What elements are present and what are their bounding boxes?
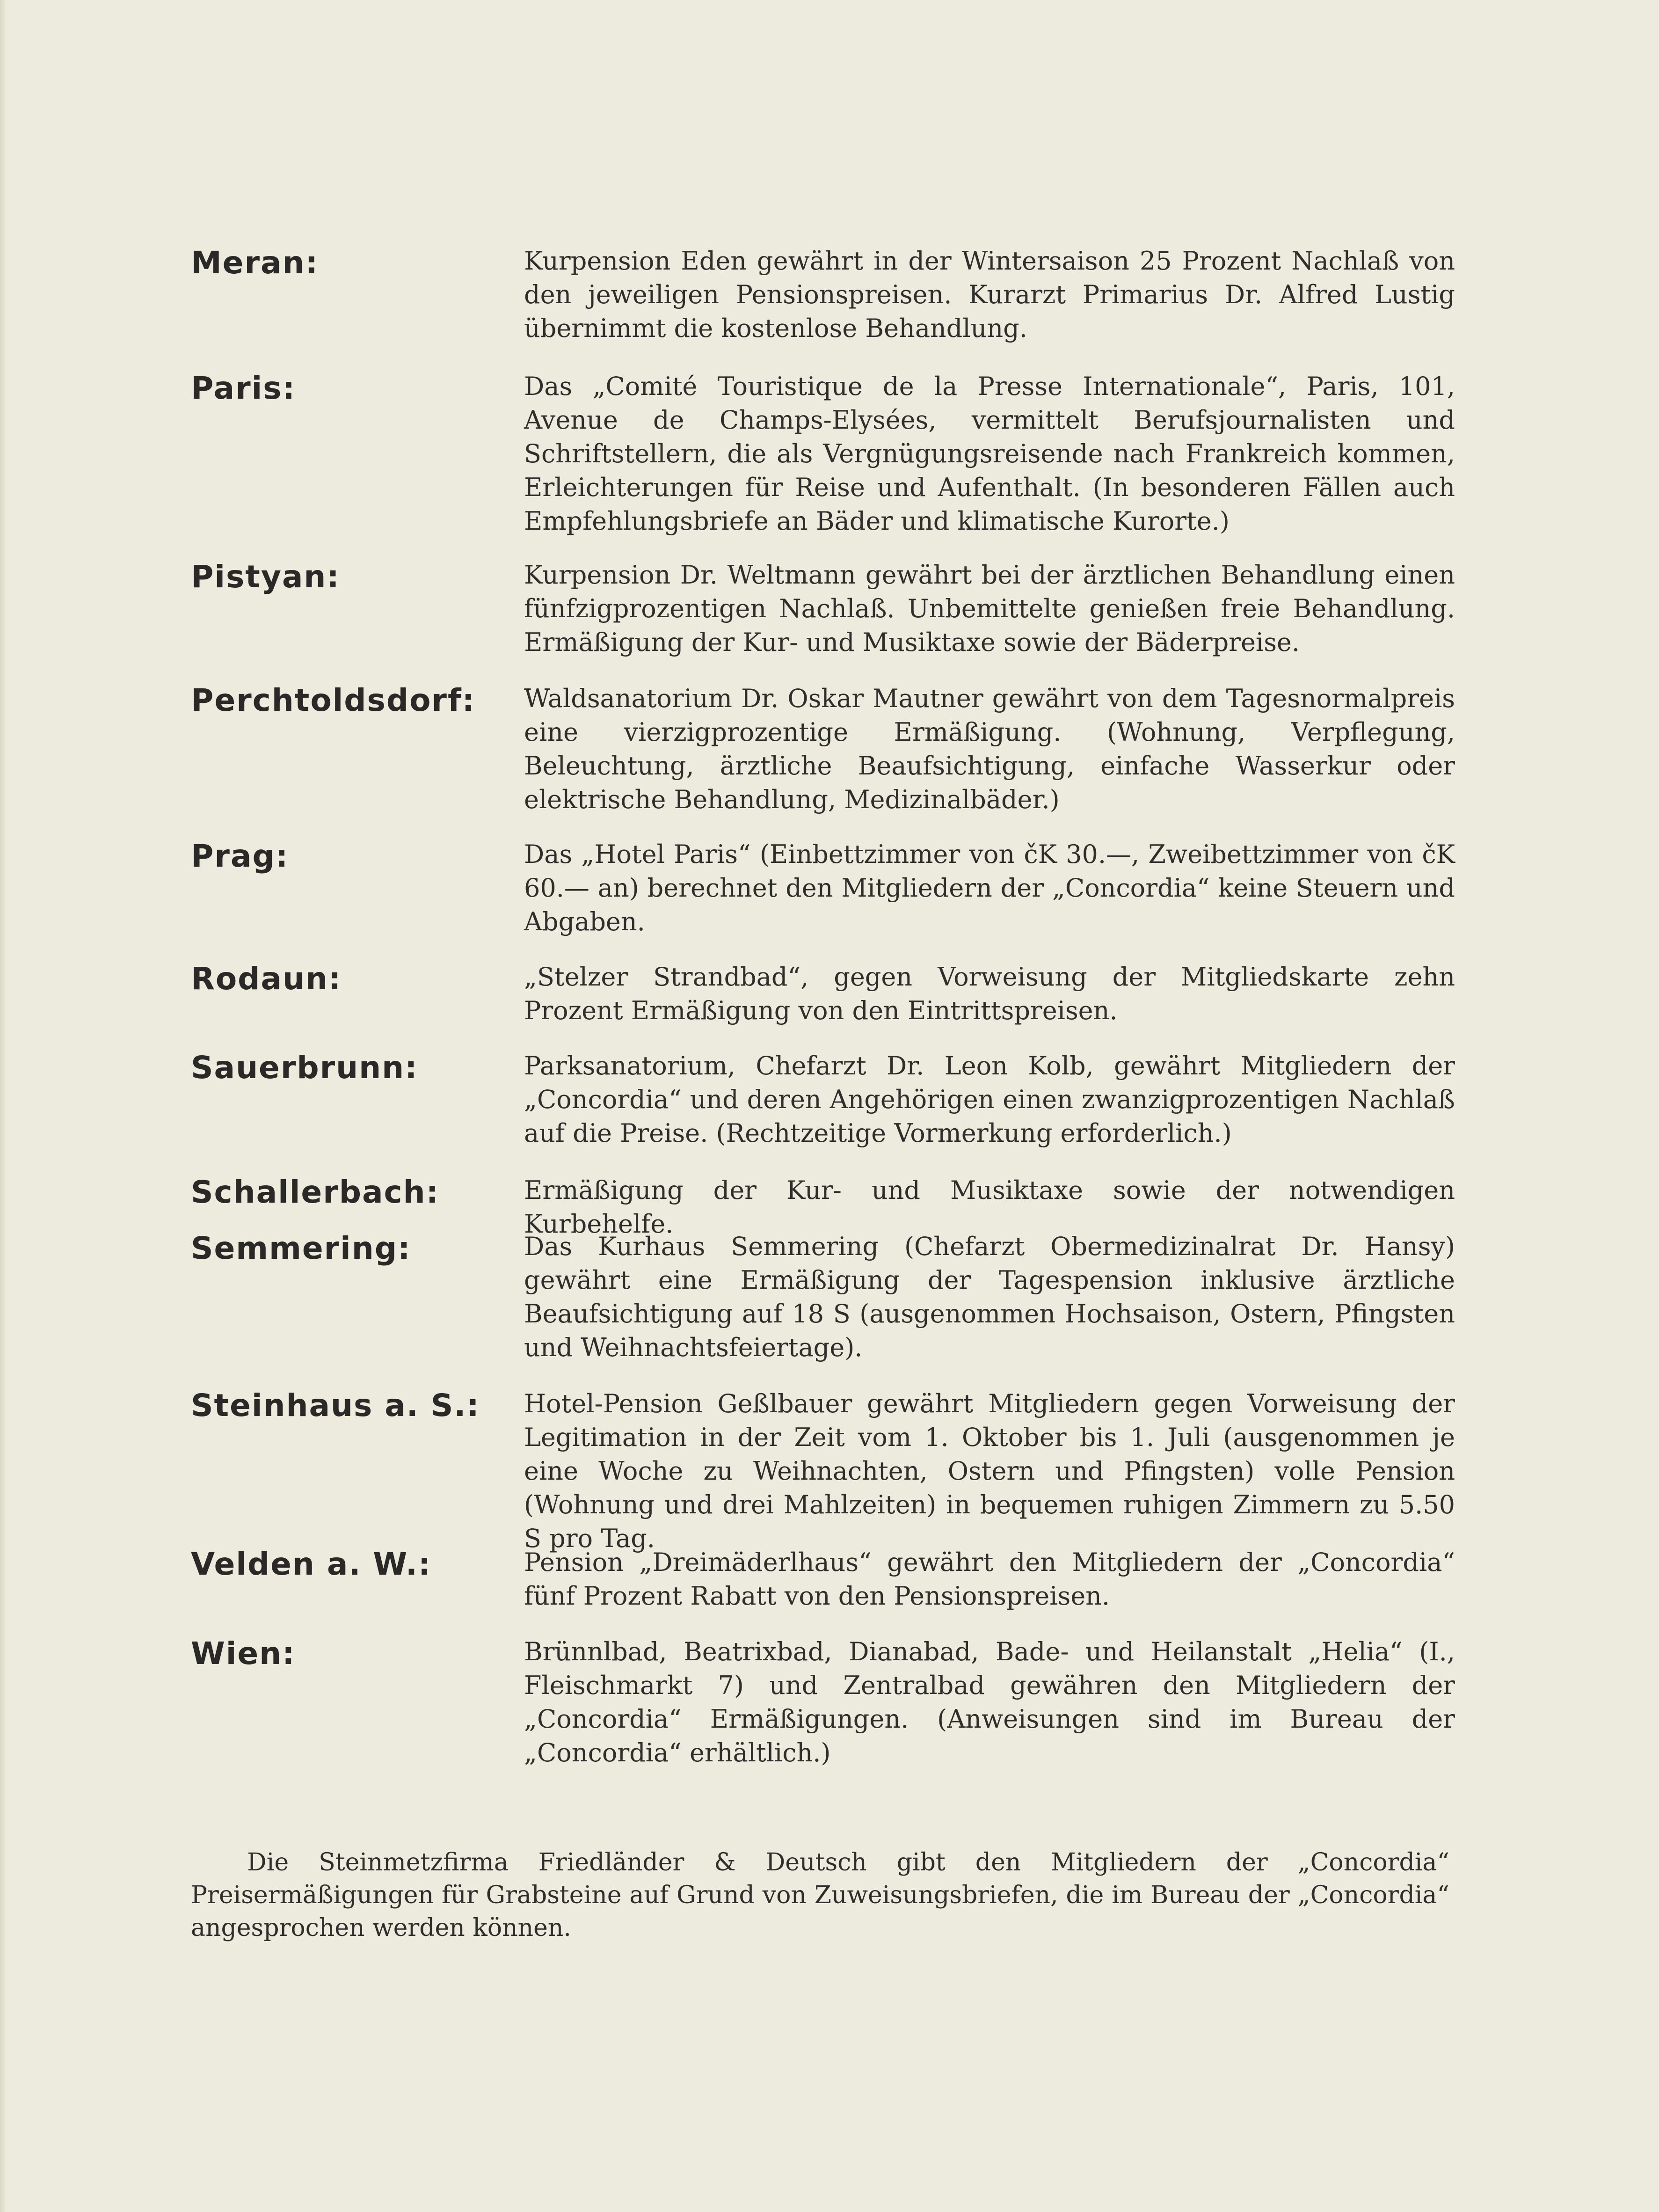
- footer-note: Die Steinmetzfirma Friedländer & Deutsch gibt den Mitgliedern der „Concordia“ Preisermäßigungen für Grabsteine auf Grund von Zuweisungsbriefen, die im Bureau der „Concordia“ angesprochen werden können.: [191, 1848, 1449, 1942]
- place-name: Pistyan:: [191, 559, 340, 595]
- page-edge: [0, 0, 7, 2212]
- entry-description: Kurpension Eden gewährt in der Wintersaison 25 Prozent Nachlaß von den jeweiligen Pensionspreisen. Kurarzt Primarius Dr. Alfred Lustig übernimmt die kostenlose Behandlung.: [524, 246, 1455, 343]
- entry-description: Waldsanatorium Dr. Oskar Mautner gewährt von dem Tagesnormalpreis eine vierzigprozentige Ermäßigung. (Wohnung, Verpflegung, Beleuchtung, ärztliche Beaufsichtigung, einfache Wasserkur oder elektrische Behandlung, Medizinalbäder.): [524, 684, 1455, 814]
- place-name: Velden a. W.:: [191, 1546, 432, 1582]
- place-name: Meran:: [191, 245, 319, 281]
- place-name: Wien:: [191, 1635, 296, 1672]
- entry-description: Kurpension Dr. Weltmann gewährt bei der ärztlichen Behandlung einen fünfzigprozentigen Nachlaß. Unbemittelte genießen freie Behandlung. Ermäßigung der Kur- und Musiktaxe sowie der Bäderpreise.: [524, 560, 1455, 657]
- place-name: Sauerbrunn:: [191, 1050, 418, 1086]
- entry-description: „Stelzer Strandbad“, gegen Vorweisung der Mitgliedskarte zehn Prozent Ermäßigung von den Eintrittspreisen.: [524, 962, 1455, 1025]
- place-name: Prag:: [191, 838, 289, 874]
- entry-description: Das „Hotel Paris“ (Einbettzimmer von čK 30.—, Zweibettzimmer von čK 60.— an) berechnet den Mitgliedern der „Concordia“ keine Steuern und Abgaben.: [524, 840, 1455, 936]
- entry-description: Pension „Dreimäderlhaus“ gewährt den Mitgliedern der „Concordia“ fünf Prozent Rabatt von den Pensionspreisen.: [524, 1548, 1455, 1611]
- place-name: Rodaun:: [191, 961, 342, 997]
- entry-description: Ermäßigung der Kur- und Musiktaxe sowie der notwendigen Kurbehelfe.: [524, 1175, 1455, 1239]
- entry-description: Das Kurhaus Semmering (Chefarzt Obermedizinalrat Dr. Hansy) gewährt eine Ermäßigung der Tagespension inklusive ärztliche Beaufsichtigung auf 18 S (ausgenommen Hochsaison, Ostern, Pfingsten und Weihnachtsfeiertage).: [524, 1232, 1455, 1362]
- entry-description: Das „Comité Touristique de la Presse Internationale“, Paris, 101, Avenue de Champs-Elysées, vermittelt Berufsjournalisten und Schriftstellern, die als Vergnügungsreisende nach Frankreich kommen, Erleichterungen für Reise und Aufenthalt. (In besonderen Fällen auch Empfehlungsbriefe an Bäder und klimatische Kurorte.): [524, 372, 1455, 536]
- entry-description: Brünnlbad, Beatrixbad, Dianabad, Bade- und Heilanstalt „Helia“ (I., Fleischmarkt 7) und Zentralbad gewähren den Mitgliedern der „Concordia“ Ermäßigungen. (Anweisungen sind im Bureau der „Concordia“ erhältlich.): [524, 1637, 1455, 1767]
- entry-description: Parksanatorium, Chefarzt Dr. Leon Kolb, gewährt Mitgliedern der „Concordia“ und deren Angehörigen einen zwanzigprozentigen Nachlaß auf die Preise. (Rechtzeitige Vormerkung erforderlich.): [524, 1051, 1455, 1148]
- place-name: Schallerbach:: [191, 1174, 440, 1210]
- place-name: Steinhaus a. S.:: [191, 1387, 480, 1424]
- place-name: Paris:: [191, 370, 296, 406]
- place-name: Perchtoldsdorf:: [191, 682, 476, 718]
- place-name: Semmering:: [191, 1230, 411, 1266]
- entry-description: Hotel-Pension Geßlbauer gewährt Mitgliedern gegen Vorweisung der Legitimation in der Zeit vom 1. Oktober bis 1. Juli (ausgenommen je eine Woche zu Weihnachten, Ostern und Pfingsten) volle Pension (Wohnung und drei Mahlzeiten) in bequemen ruhigen Zimmern zu 5.50 S pro Tag.: [524, 1389, 1455, 1553]
